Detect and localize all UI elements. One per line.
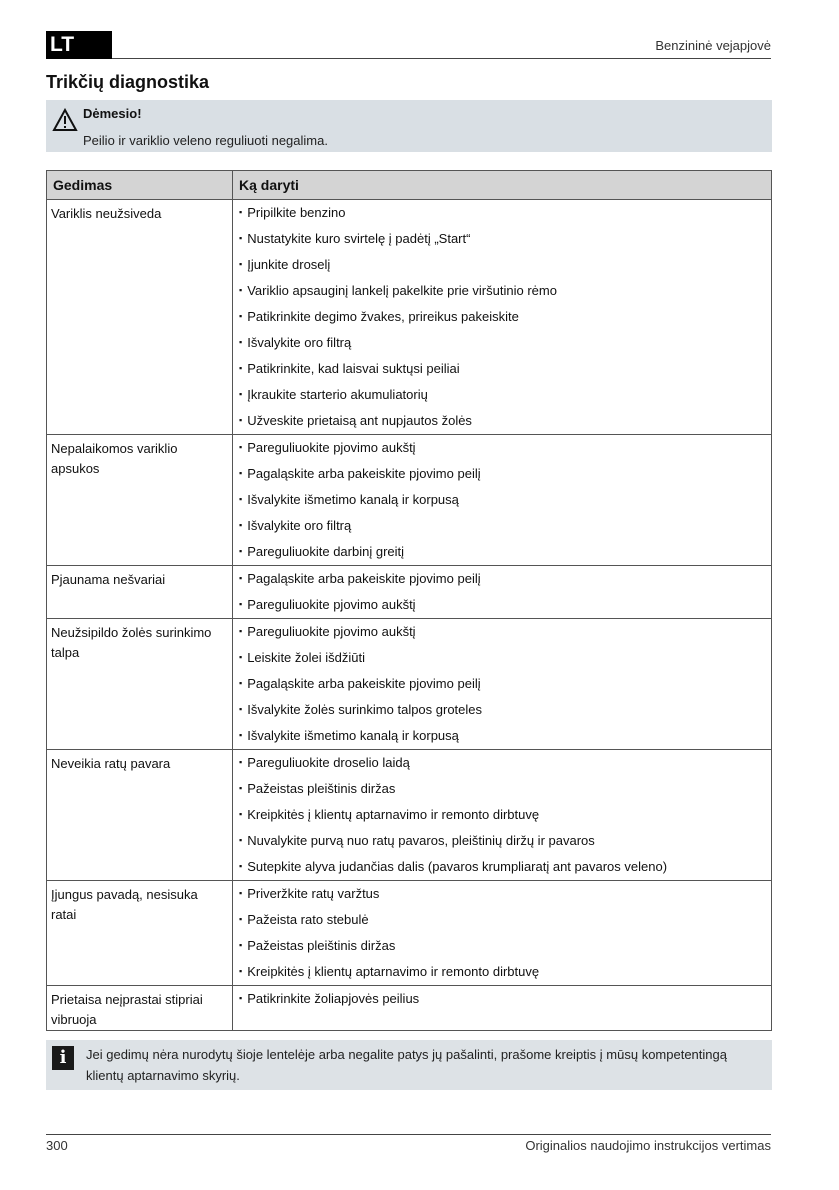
action-item: ▪ Išvalykite išmetimo kanalą ir korpusą [239,723,771,749]
action-item: ▪ Pareguliuokite pjovimo aukštį [239,619,771,645]
fault-text: Įjungus pavadą, nesisuka [51,887,198,902]
action-item: ▪ Pareguliuokite droselio laidą [239,750,771,776]
fault-cell [47,566,233,619]
fault-text: ratai [51,907,77,922]
action-item: ▪ Įkraukite starterio akumuliatorių [239,382,771,408]
action-item: ▪ Pagaląskite arba pakeiskite pjovimo peilį [239,671,771,697]
action-list [233,619,771,749]
column-header-fault: Gedimas [47,171,233,200]
table-row [47,200,772,435]
warning-triangle-icon [52,108,78,132]
table-row [47,986,772,1031]
header-title: Benzininė vejapjovė [655,38,771,53]
info-box [46,1040,772,1090]
fault-cell [47,435,233,566]
action-item: ▪ Išvalykite oro filtrą [239,513,771,539]
table-row [47,435,772,566]
footer-divider [46,1134,771,1135]
fault-text: Neužsipildo žolės surinkimo [51,625,212,640]
action-cell [233,566,772,619]
table-row [47,619,772,750]
action-item: ▪ Nustatykite kuro svirtelę į padėtį „Start“ [239,226,771,252]
table-header-row [47,171,772,200]
fault-text: vibruoja [51,1012,97,1027]
action-item: ▪ Pažeistas pleištinis diržas [239,776,771,802]
fault-text: Neveikia ratų pavara [51,756,171,771]
action-item: ▪ Išvalykite oro filtrą [239,330,771,356]
fault-text: Prietaisa neįprastai stipriai [51,992,203,1007]
action-list [233,881,771,985]
action-item: ▪ Patikrinkite degimo žvakes, prireikus pakeiskite [239,304,771,330]
fault-cell [47,750,233,881]
table-row [47,750,772,881]
fault-text: talpa [51,645,80,660]
action-item: ▪ Pažeista rato stebulė [239,907,771,933]
action-item: ▪ Išvalykite išmetimo kanalą ir korpusą [239,487,771,513]
action-cell [233,986,772,1031]
action-item: ▪ Patikrinkite žoliapjovės peilius [239,986,771,1012]
fault-cell [47,200,233,435]
page-title: Trikčių diagnostika [46,72,210,92]
fault-text: Pjaunama nešvariai [51,572,166,587]
fault-cell [47,986,233,1031]
action-item: ▪ Kreipkitės į klientų aptarnavimo ir remonto dirbtuvę [239,802,771,828]
action-cell [233,881,772,986]
action-item: ▪ Nuvalykite purvą nuo ratų pavaros, pleištinių diržų ir pavaros [239,828,771,854]
warning-title: Dėmesio! [83,106,142,121]
table-row [47,566,772,619]
footer-text: Originalios naudojimo instrukcijos vertimas [525,1138,771,1153]
action-item: ▪ Pagaląskite arba pakeiskite pjovimo peilį [239,566,771,592]
action-item: ▪ Pareguliuokite pjovimo aukštį [239,435,771,461]
warning-text: Peilio ir variklio veleno reguliuoti negalima. [83,133,328,148]
action-item: ▪ Išvalykite žolės surinkimo talpos groteles [239,697,771,723]
troubleshooting-table [46,170,772,1031]
action-item: ▪ Įjunkite droselį [239,252,771,278]
action-item: ▪ Sutepkite alyva judančias dalis (pavaros krumpliaratį ant pavaros veleno) [239,854,771,880]
action-item: ▪ Pareguliuokite pjovimo aukštį [239,592,771,618]
fault-text: Variklis neužsiveda [51,206,162,221]
action-list [233,750,771,880]
column-header-action: Ką daryti [233,171,772,200]
action-item: ▪ Priveržkite ratų varžtus [239,881,771,907]
action-item: ▪ Pažeistas pleištinis diržas [239,933,771,959]
action-cell [233,435,772,566]
fault-text: apsukos [51,461,100,476]
action-item: ▪ Kreipkitės į klientų aptarnavimo ir remonto dirbtuvę [239,959,771,985]
page-number: 300 [46,1138,68,1153]
header-divider [112,58,771,59]
fault-cell [47,619,233,750]
action-item: ▪ Pareguliuokite darbinį greitį [239,539,771,565]
warning-box [46,100,772,152]
info-text: Jei gedimų nėra nurodytų šioje lentelėje arba negalite patys jų pašalinti, prašome kreiptis į mūsų kompetentingą klientų aptarnavimo skyrių. [86,1047,727,1083]
table-body [47,200,772,1031]
action-item: ▪ Patikrinkite, kad laisvai suktųsi peiliai [239,356,771,382]
action-list [233,435,771,565]
fault-text: Nepalaikomos variklio [51,441,178,456]
fault-cell [47,881,233,986]
action-cell [233,200,772,435]
info-icon: i [52,1046,74,1070]
action-cell [233,750,772,881]
action-list [233,566,771,618]
action-item: ▪ Pagaląskite arba pakeiskite pjovimo peilį [239,461,771,487]
action-cell [233,619,772,750]
language-badge: LT [46,31,112,59]
action-list [233,200,771,434]
action-item: ▪ Pripilkite benzino [239,200,771,226]
action-item: ▪ Leiskite žolei išdžiūti [239,645,771,671]
action-item: ▪ Variklio apsauginį lankelį pakelkite prie viršutinio rėmo [239,278,771,304]
action-list [233,986,771,1012]
table-row [47,881,772,986]
action-item: ▪ Užveskite prietaisą ant nupjautos žolės [239,408,771,434]
